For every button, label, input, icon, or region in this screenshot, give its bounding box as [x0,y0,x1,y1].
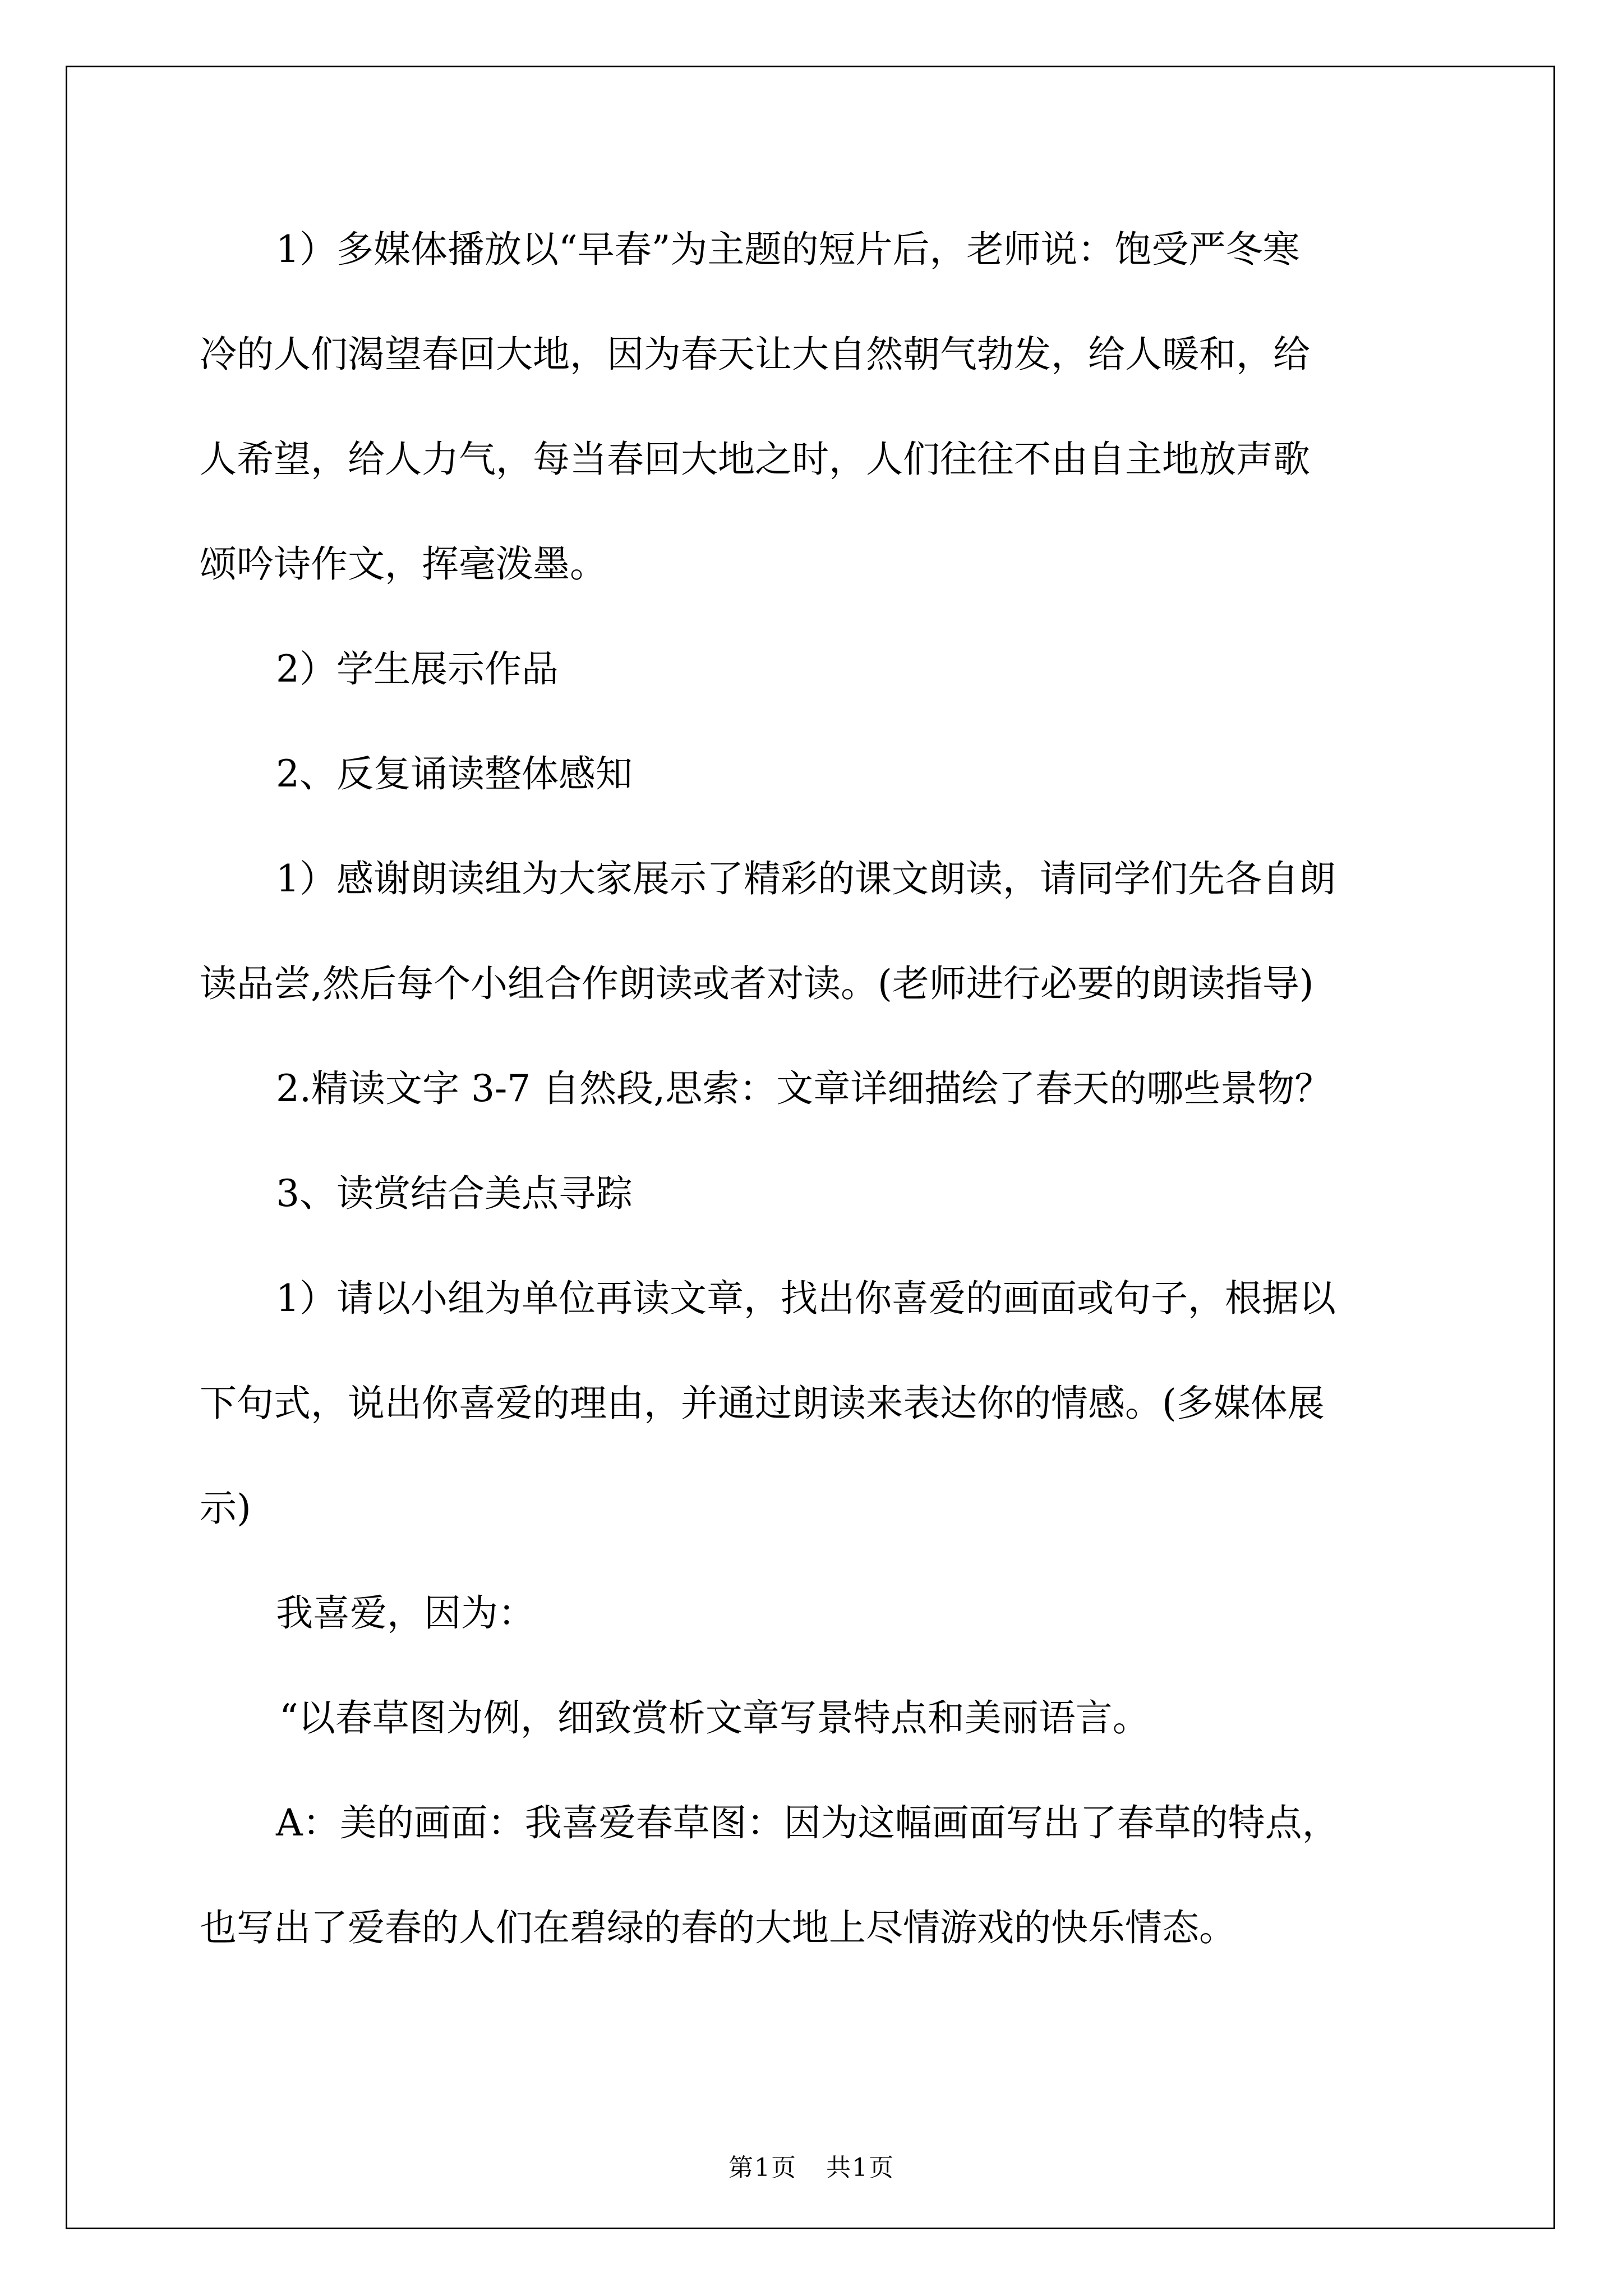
paragraph-line: 2.精读文字 3-7 自然段,思索：文章详细描绘了春天的哪些景物？ [276,1067,1332,1110]
document-body [200,216,1428,1999]
page-footer [0,2147,1623,2183]
paragraph-line: 人希望，给人力气，每当春回大地之时，人们往往不由自主地放声歌 [200,438,1310,481]
paragraph-line: 2）学生展示作品 [276,647,559,691]
paragraph-line: “以春草图为例，细致赏析文章写景特点和美丽语言。 [279,1696,1150,1740]
paragraph-line: 冷的人们渴望春回大地，因为春天让大自然朝气勃发，给人暖和，给 [200,333,1310,376]
section-heading: 2、反复诵读整体感知 [276,752,633,795]
paragraph-line: 1）感谢朗读组为大家展示了精彩的课文朗读，请同学们先各自朗 [276,857,1336,900]
paragraph-line: 示) [200,1487,251,1530]
paragraph-line: A：美的画面：我喜爱春草图：因为这幅画面写出了春草的特点， [276,1801,1339,1844]
section-heading: 3、读赏结合美点寻踪 [276,1172,633,1215]
paragraph-line: 颂吟诗作文，挥毫泼墨。 [200,542,607,586]
page-number: 第1页 [728,2154,797,2182]
paragraph-line: 1）请以小组为单位再读文章，找出你喜爱的画面或句子，根据以 [276,1277,1336,1320]
page-total: 共1页 [826,2154,895,2182]
paragraph-line: 我喜爱，因为： [276,1591,535,1635]
paragraph-line: 下句式，说出你喜爱的理由，并通过朗读来表达你的情感。(多媒体展 [200,1382,1325,1425]
paragraph-line: 读品尝,然后每个小组合作朗读或者对读。(老师进行必要的朗读指导) [200,962,1314,1005]
paragraph-line: 也写出了爱春的人们在碧绿的春的大地上尽情游戏的快乐情态。 [200,1906,1236,1949]
paragraph-line: 1）多媒体播放以“早春”为主题的短片后，老师说：饱受严冬寒 [276,228,1300,271]
